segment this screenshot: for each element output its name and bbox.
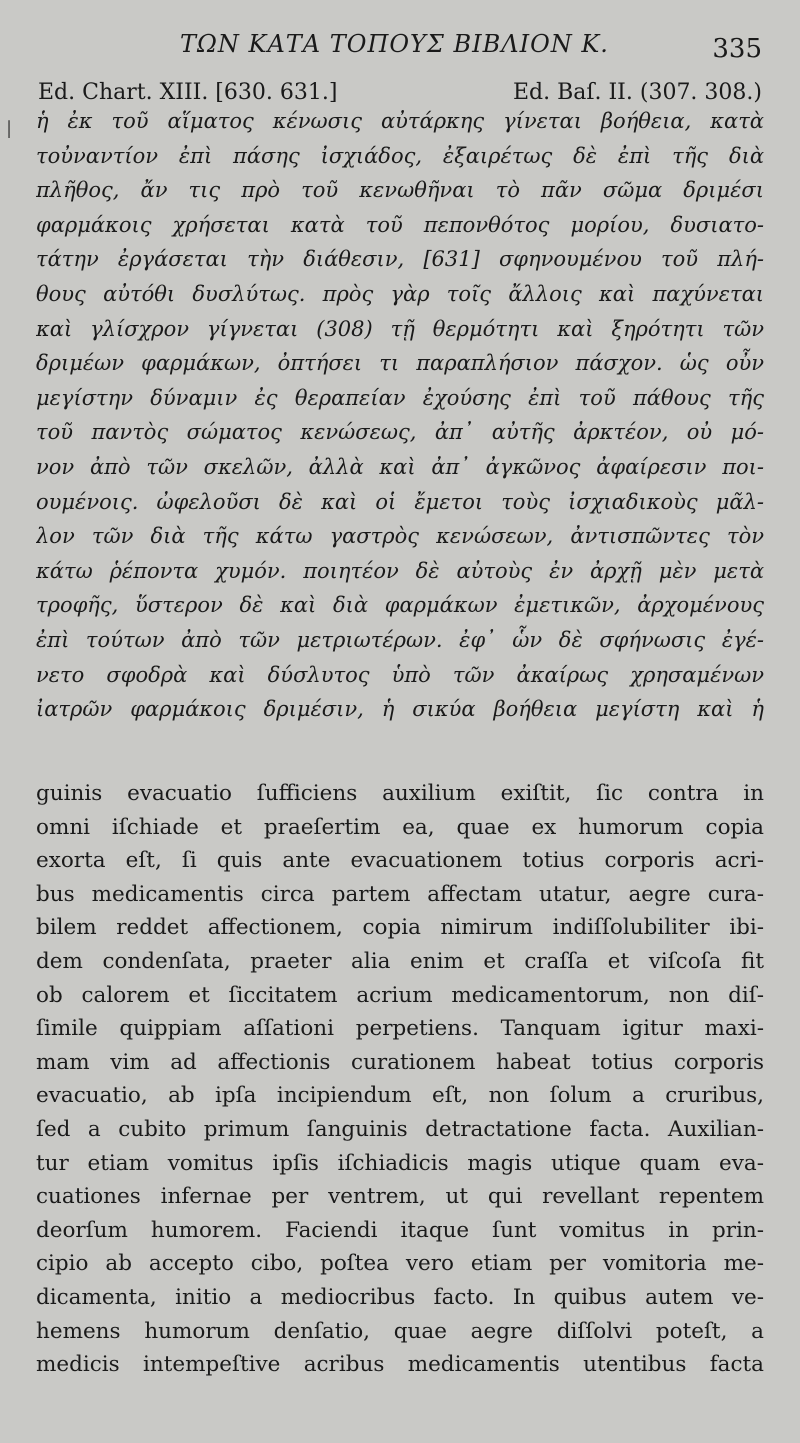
greek-text-block	[36, 104, 764, 727]
greek-line: καὶ γλίσχρον γίγνεται (308) τῇ θερμότητι καὶ ξηρότητι τῶν	[36, 316, 764, 341]
latin-line: cipio ab accepto cibo, poſtea vero etiam per vomitoria me-	[36, 1251, 764, 1277]
greek-line: πλῆθος, ἄν τις πρὸ τοῦ κενωθῆναι τὸ πᾶν σῶμα δριμέσι	[36, 178, 764, 203]
greek-line: τάτην ἐργάσεται τὴν διάθεσιν, [631] σφηνουμένου τοῦ πλή-	[36, 247, 764, 272]
latin-line: medicis intempeſtive acribus medicamentis utentibus facta	[36, 1352, 764, 1378]
greek-line: ἡ ἐκ τοῦ αἵματος κένωσις αὐτάρκης γίνεται βοήθεια, κατὰ	[36, 109, 764, 133]
greek-line: τοῦ παντὸς σώματος κενώσεως, ἀπ᾿ αὐτῆς ἀρκτέον, οὐ μό-	[36, 420, 764, 445]
latin-line: mam vim ad affectionis curationem habeat totius corporis	[36, 1049, 764, 1075]
edition-reference-basel: Ed. Baſ. II. (307. 308.)	[512, 80, 762, 105]
latin-line: dicamenta, initio a mediocribus facto. In quibus autem ve-	[36, 1284, 764, 1310]
latin-line: ſed a cubito primum ſanguinis detractatione facta. Auxilian-	[36, 1116, 764, 1142]
latin-line: guinis evacuatio ſufficiens auxilium exiſtit, ſic contra in	[36, 781, 764, 806]
latin-line: hemens humorum denſatio, quae aegre diſſolvi poteſt, a	[36, 1318, 764, 1344]
latin-line: cuationes infernae per ventrem, ut qui revellant repentem	[36, 1184, 764, 1210]
latin-text-block	[36, 777, 764, 1382]
greek-line: νον ἀπὸ τῶν σκελῶν, ἀλλὰ καὶ ἀπ᾿ ἀγκῶνος ἀφαίρεσιν ποι-	[36, 454, 764, 479]
latin-line: ſimile quippiam aſſationi perpetiens. Tanquam igitur maxi-	[36, 1016, 764, 1042]
greek-line: ἐπὶ τούτων ἀπὸ τῶν μετριωτέρων. ἐφ᾿ ὧν δὲ σφήνωσις ἐγέ-	[36, 627, 764, 652]
greek-line: λον τῶν διὰ τῆς κάτω γαστρὸς κενώσεων, ἀντισπῶντες τὸν	[36, 524, 764, 549]
latin-line: dem condenſata, praeter alia enim et craſſa et viſcoſa fit	[36, 948, 764, 974]
latin-line: ob calorem et ſiccitatem acrium medicamentorum, non diſ-	[36, 982, 764, 1008]
greek-line: τοὐναντίον ἐπὶ πάσης ἰσχιάδος, ἐξαιρέτως δὲ ἐπὶ τῆς διὰ	[36, 143, 764, 168]
latin-line: deorſum humorem. Faciendi itaque ſunt vomitus in prin-	[36, 1217, 764, 1243]
greek-line: κάτω ῥέποντα χυμόν. ποιητέον δὲ αὐτοὺς ἐν ἀρχῇ μὲν μετὰ	[36, 558, 764, 583]
latin-line: bus medicamentis circa partem affectam utatur, aegre cura-	[36, 881, 764, 907]
greek-line: τροφῆς, ὕστερον δὲ καὶ διὰ φαρμάκων ἐμετικῶν, ἀρχομένους	[36, 593, 764, 618]
margin-mark: |	[6, 118, 13, 139]
greek-line: ἰατρῶν φαρμάκοις δριμέσιν, ἡ σικύα βοήθεια μεγίστη καὶ ἡ	[36, 697, 764, 722]
latin-line: bilem reddet affectionem, copia nimirum indiſſolubiliter ibi-	[36, 915, 764, 941]
greek-line: θους αὐτόθι δυσλύτως. πρὸς γὰρ τοῖς ἄλλοις καὶ παχύνεται	[36, 281, 764, 306]
latin-line: exorta eſt, ſi quis ante evacuationem totius corporis acri-	[36, 848, 764, 874]
greek-line: δριμέων φαρμάκων, ὀπτήσει τι παραπλήσιον πάσχον. ὡς οὖν	[36, 351, 764, 376]
latin-line: omni iſchiade et praeſertim ea, quae ex humorum copia	[36, 814, 764, 840]
greek-line: μεγίστην δύναμιν ἐς θεραπείαν ἐχούσης ἐπὶ τοῦ πάθους τῆς	[36, 385, 764, 410]
latin-line: tur etiam vomitus ipſis iſchiadicis magis utique quam eva-	[36, 1150, 764, 1176]
page-number: 335	[712, 34, 762, 64]
greek-line: φαρμάκοις χρήσεται κατὰ τοῦ πεπονθότος μορίου, δυσιατο-	[36, 212, 764, 237]
latin-line: evacuatio, ab ipſa incipiendum eſt, non ſolum a cruribus,	[36, 1083, 764, 1109]
greek-line: ουμένοις. ὠφελοῦσι δὲ καὶ οἱ ἔμετοι τοὺς ἰσχιαδικοὺς μᾶλ-	[36, 489, 764, 514]
edition-reference-chart: Ed. Chart. XIII. [630. 631.]	[38, 80, 338, 105]
running-title: ΤΩΝ ΚΑΤΑ ΤΟΠΟΥΣ ΒΙΒΛΙΟΝ Κ.	[180, 30, 609, 58]
greek-line: νετο σφοδρὰ καὶ δύσλυτος ὑπὸ τῶν ἀκαίρως χρησαμένων	[36, 662, 764, 687]
